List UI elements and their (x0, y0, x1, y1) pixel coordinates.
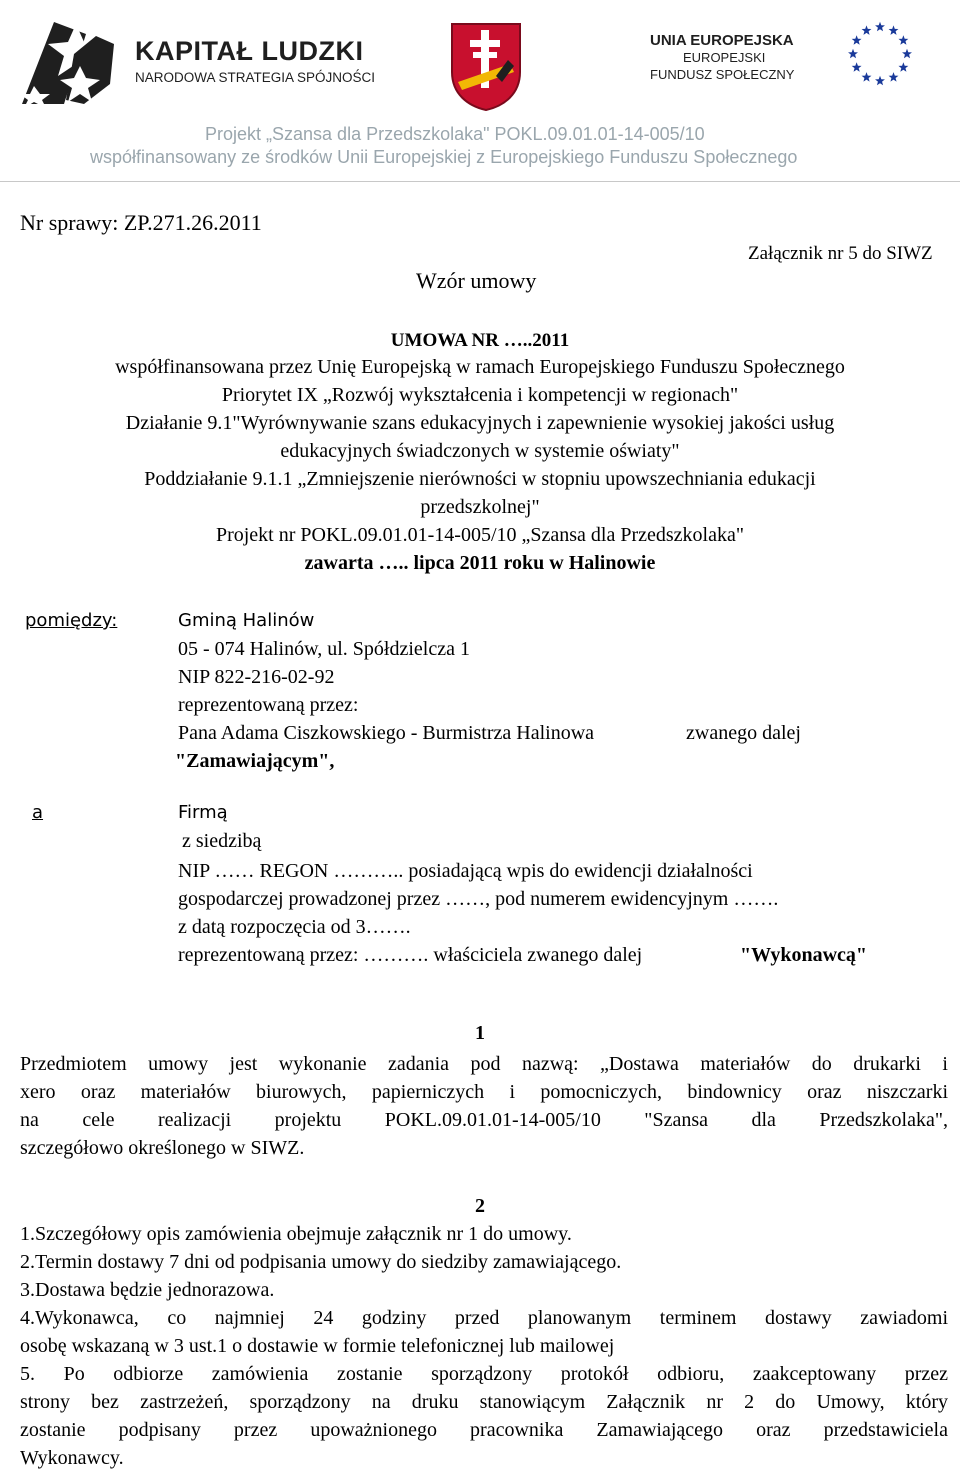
intro-line-3: Działanie 9.1"Wyrównywanie szans edukacyjnych i zapewnienie wysokiej jakości usług (125, 412, 835, 434)
intro-line-1: współfinansowana przez Unię Europejską w ramach Europejskiego Funduszu Społecznego (115, 356, 845, 378)
eu-fund-text (650, 32, 794, 83)
eu-star-icon (875, 76, 885, 85)
halinow-coat-of-arms (448, 20, 524, 112)
party1-represented: reprezentowaną przez: (178, 694, 359, 716)
party2-representative-line: reprezentowaną przez: ………. właściciela zwanego dalej (178, 944, 643, 966)
intro-line-4: edukacyjnych świadczonych w systemie oświaty" (280, 440, 680, 462)
eu-star-icon (862, 72, 872, 81)
section-1-line: szczegółowo określonego w SIWZ. (20, 1137, 305, 1159)
project-title-line: Projekt „Szansa dla Przedszkolaka" POKL.09.01.01-14-005/10 (205, 124, 705, 144)
eu-star-icon (889, 72, 899, 81)
eu-star-icon (862, 25, 872, 34)
attachment-label: Załącznik nr 5 do SIWZ (748, 243, 933, 264)
agreement-number: UMOWA NR …..2011 (390, 330, 570, 351)
eu-star-icon (889, 25, 899, 34)
party2-nip-line: NIP …… REGON ……….. posiadającą wpis do ewidencji działalności (178, 860, 753, 882)
party1-name: Gminą Halinów (178, 610, 315, 631)
case-number: Nr sprawy: ZP.271.26.2011 (20, 210, 262, 235)
eu-flag (820, 14, 940, 96)
section-2-item4-line: osobę wskazaną w 3 ust.1 o dostawie w formie telefonicznej lub mailowej (20, 1335, 615, 1357)
section-2-item4-line: 4.Wykonawca, co najmniej 24 godziny przed planowanym terminem dostawy zawiadomi (20, 1307, 948, 1329)
intro-line-6: przedszkolnej" (420, 496, 540, 518)
header-divider (0, 181, 960, 182)
eu-star-icon (898, 62, 908, 71)
party2-start-line: z datą rozpoczęcia od 3……. (178, 916, 411, 938)
kapital-ludzki-title: KAPITAŁ LUDZKI (135, 36, 364, 66)
party2-name: Firmą (178, 802, 228, 823)
section-2-item: 1.Szczegółowy opis zamówienia obejmuje załącznik nr 1 do umowy. (20, 1223, 572, 1245)
section-2-item: 3.Dostawa będzie jednorazowa. (20, 1279, 275, 1301)
intro-line-7: Projekt nr POKL.09.01.01-14-005/10 „Szansa dla Przedszkolaka" (215, 524, 745, 546)
eu-star-icon (875, 22, 885, 31)
party1-address: 05 - 074 Halinów, ul. Spółdzielcza 1 (178, 638, 470, 660)
section-2-heading: 2 (475, 1195, 485, 1217)
eu-star-icon (852, 62, 862, 71)
intro-line-2: Priorytet IX „Rozwój wykształcenia i kompetencji w regionach" (221, 384, 739, 406)
section-1-line: Przedmiotem umowy jest wykonanie zadania pod nazwą: „Dostawa materiałów do drukarki i (20, 1053, 948, 1075)
between-label: pomiędzy: (25, 610, 118, 631)
kapital-ludzki-subtitle: NARODOWA STRATEGIA SPÓJNOŚCI (135, 70, 376, 85)
party2-registry-line: gospodarczej prowadzonej przez ……, pod numerem ewidencyjnym ……. (178, 888, 779, 910)
section-2-item5-line: strony bez zastrzeżeń, sporządzony na druku stanowiącym Załącznik nr 2 do Umowy, który (20, 1391, 948, 1413)
party1-called: zwanego dalej (686, 722, 801, 744)
party1-role: "Zamawiającym", (175, 750, 335, 772)
template-title: Wzór umowy (416, 268, 537, 293)
concluded-line: zawarta ….. lipca 2011 roku w Halinowie (304, 552, 656, 574)
cofinancing-line: współfinansowany ze środków Unii Europejskiej z Europejskiego Funduszu Społecznego (90, 147, 798, 167)
party1-nip: NIP 822-216-02-92 (178, 666, 335, 688)
section-1-line: na cele realizacji projektu POKL.09.01.01-14-005/10 "Szansa dla Przedszkolaka", (20, 1109, 948, 1131)
eu-line-2: EUROPEJSKI (683, 50, 766, 65)
eu-star-icon (902, 49, 912, 58)
section-2-item5-line: Wykonawcy. (20, 1447, 124, 1469)
section-2-item5-line: zostanie podpisany przez upoważnionego pracownika Zamawiającego oraz przedstawiciela (20, 1419, 948, 1441)
section-2-item: 2.Termin dostawy 7 dni od podpisania umowy do siedziby zamawiającego. (20, 1251, 622, 1273)
section-2-item5-line: 5. Po odbiorze zamówienia zostanie sporządzony protokół odbioru, zaakceptowany przez (20, 1363, 948, 1385)
section-1-line: xero oraz materiałów biurowych, papierniczych i pomocniczych, bindownicy oraz niszczarki (20, 1081, 948, 1103)
intro-line-5: Poddziałanie 9.1.1 „Zmniejszenie nierówności w stopniu upowszechniania edukacji (144, 468, 816, 490)
section-1-heading: 1 (475, 1022, 485, 1044)
party2-role: "Wykonawcą" (740, 944, 868, 966)
eu-star-icon (848, 49, 858, 58)
party1-representative: Pana Adama Ciszkowskiego - Burmistrza Halinowa (178, 722, 595, 744)
eu-line-1: UNIA EUROPEJSKA (650, 32, 794, 49)
party2-seat: z siedzibą (182, 830, 262, 852)
and-label: a (32, 802, 44, 823)
eu-line-3: FUNDUSZ SPOŁECZNY (650, 67, 795, 82)
eu-star-icon (852, 35, 862, 44)
eu-star-icon (898, 35, 908, 44)
